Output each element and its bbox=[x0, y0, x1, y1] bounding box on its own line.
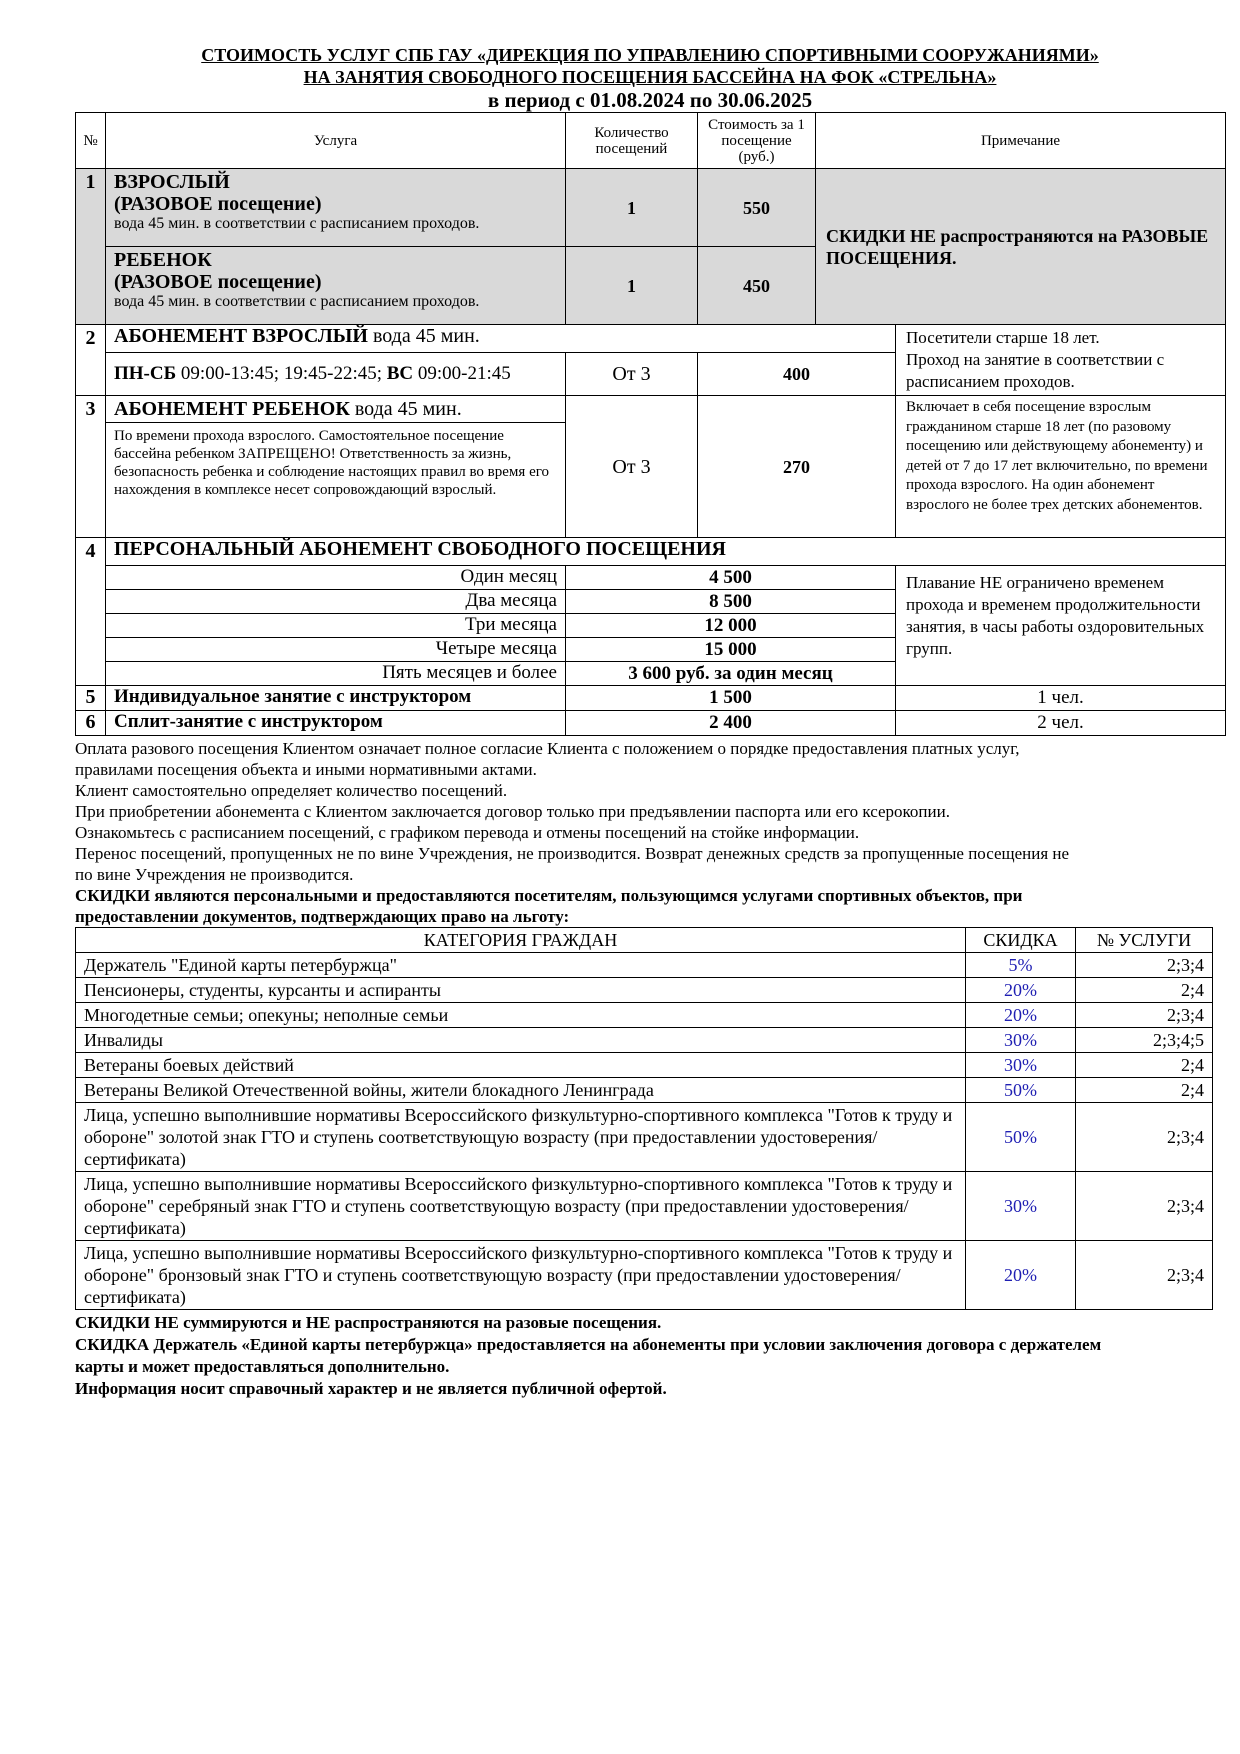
row-5-title: Индивидуальное занятие с инструктором bbox=[106, 686, 566, 711]
title-period: в период с 01.08.2024 по 30.06.2025 bbox=[487, 88, 813, 112]
discount-value: 20% bbox=[966, 1241, 1076, 1310]
discount-value: 30% bbox=[966, 1053, 1076, 1078]
discount-row bbox=[76, 1003, 1213, 1028]
final-note-3: Информация носит справочный характер и не является публичной офертой. bbox=[75, 1379, 667, 1398]
note-5: Перенос посещений, пропущенных не по вине Учреждения, не производится. Возврат денежных средств за пропущенные посещения не по вине Учреждения не производится. bbox=[75, 844, 1070, 884]
row-4-note: Плавание НЕ ограничено временем прохода и временем продолжительности занятия, в часы работы оздоровительных групп. bbox=[896, 566, 1226, 686]
final-note-2: СКИДКА Держатель «Единой карты петербуржца» предоставляется на абонементы при условии заключения договора с держателем карты и может предоставляться дополнительно. bbox=[75, 1335, 1102, 1376]
row-2-title-cell bbox=[106, 325, 896, 353]
discount-category: Лица, успешно выполнившие нормативы Всероссийского физкультурно-спортивного комплекса "Готов к труду и обороне" бронзовый знак ГТО и ступень соответствующую возрасту (при предоставлении удостоверения/сертификата) bbox=[76, 1241, 966, 1310]
discount-category: Многодетные семьи; опекуны; неполные семьи bbox=[76, 1003, 966, 1028]
row-2-title bbox=[76, 325, 1226, 353]
schedule-days-2: ВС bbox=[386, 363, 414, 385]
row-2-note bbox=[896, 325, 1226, 396]
discount-table bbox=[75, 927, 1213, 1310]
discount-row bbox=[76, 1053, 1213, 1078]
discount-category: Лица, успешно выполнившие нормативы Всероссийского физкультурно-спортивного комплекса "Готов к труду и обороне" золотой знак ГТО и ступень соответствующую возрасту (при предоставлении удостоверения/сертификата) bbox=[76, 1103, 966, 1172]
discount-services: 2;4 bbox=[1076, 1078, 1213, 1103]
row-2-title-text: АБОНЕМЕНТ ВЗРОСЛЫЙ bbox=[114, 325, 368, 347]
row-2-note-line1: Посетители старше 18 лет. bbox=[906, 328, 1100, 347]
discount-value: 20% bbox=[966, 978, 1076, 1003]
row-3-title-text: АБОНЕМЕНТ РЕБЕНОК bbox=[114, 398, 350, 420]
header-visits: Количество посещений bbox=[566, 113, 698, 169]
period-label-1: Один месяц bbox=[106, 566, 566, 590]
row-1-child-service bbox=[106, 247, 566, 325]
discount-services: 2;4 bbox=[1076, 978, 1213, 1003]
adult-subtitle: (РАЗОВОЕ посещение) bbox=[114, 193, 322, 215]
discount-value: 50% bbox=[966, 1103, 1076, 1172]
row-3-service bbox=[106, 396, 566, 538]
row-1-adult-service bbox=[106, 169, 566, 247]
discount-services: 2;3;4 bbox=[1076, 953, 1213, 978]
note-3: При приобретении абонемента с Клиентом заключается договор только при предъявлении паспорта или его ксерокопии. bbox=[75, 802, 950, 821]
period-label-3: Три месяца bbox=[106, 614, 566, 638]
discount-services: 2;3;4 bbox=[1076, 1103, 1213, 1172]
discount-services: 2;3;4 bbox=[1076, 1241, 1213, 1310]
period-price-1: 4 500 bbox=[566, 566, 896, 590]
period-price-4: 15 000 bbox=[566, 638, 896, 662]
row-5-note: 1 чел. bbox=[896, 686, 1226, 711]
header-service: Услуга bbox=[106, 113, 566, 169]
row-5-num: 5 bbox=[76, 686, 106, 711]
discount-services: 2;3;4 bbox=[1076, 1172, 1213, 1241]
discount-row bbox=[76, 978, 1213, 1003]
row-6-note: 2 чел. bbox=[896, 711, 1226, 736]
header-cost: Стоимость за 1 посещение (руб.) bbox=[698, 113, 816, 169]
period-row-1 bbox=[76, 566, 1226, 590]
discount-category: Пенсионеры, студенты, курсанты и аспиранты bbox=[76, 978, 966, 1003]
discount-value: 20% bbox=[966, 1003, 1076, 1028]
row-6 bbox=[76, 711, 1226, 736]
discount-table-header bbox=[76, 928, 1213, 953]
row-3-desc: По времени прохода взрослого. Самостоятельное посещение бассейна ребенком ЗАПРЕЩЕНО! Ответственность за жизнь, безопасность ребенка и соблюдение настоящих правил во время его нахождения в комплексе несет сопровождающий взрослый. bbox=[114, 428, 549, 498]
row-1-adult bbox=[76, 169, 1226, 247]
child-desc: вода 45 мин. в соответствии с расписанием проходов. bbox=[114, 293, 480, 310]
discount-row bbox=[76, 1078, 1213, 1103]
row-1-num: 1 bbox=[76, 169, 106, 325]
row-2-schedule-cell bbox=[106, 353, 566, 396]
discount-category: Держатель "Единой карты петербуржца" bbox=[76, 953, 966, 978]
schedule-times-2: 09:00-21:45 bbox=[413, 363, 511, 385]
child-price: 450 bbox=[698, 247, 816, 325]
discount-category: Инвалиды bbox=[76, 1028, 966, 1053]
period-label-4: Четыре месяца bbox=[106, 638, 566, 662]
adult-desc: вода 45 мин. в соответствии с расписанием проходов. bbox=[114, 215, 480, 232]
row-5-price: 1 500 bbox=[566, 686, 896, 711]
row-5 bbox=[76, 686, 1226, 711]
header-note: Примечание bbox=[816, 113, 1226, 169]
header-services: № УСЛУГИ bbox=[1076, 928, 1213, 953]
price-table bbox=[75, 112, 1226, 736]
row-3-title-cell bbox=[106, 396, 565, 423]
period-price-2: 8 500 bbox=[566, 590, 896, 614]
discount-intro: СКИДКИ являются персональными и предоставляются посетителям, пользующимся услугами спортивных объектов, при предоставлении документов, подтверждающих право на льготу: bbox=[75, 886, 1023, 926]
period-label-5: Пять месяцев и более bbox=[106, 662, 566, 686]
title-line-2: НА ЗАНЯТИЯ СВОБОДНОГО ПОСЕЩЕНИЯ БАССЕЙНА НА ФОК «СТРЕЛЬНА» bbox=[303, 67, 997, 87]
discount-row bbox=[76, 1172, 1213, 1241]
period-price-5: 3 600 руб. за один месяц bbox=[566, 662, 896, 686]
row-3-note: Включает в себя посещение взрослым гражданином старше 18 лет (по разовому посещению или действующему абонементу) и детей от 7 до 17 лет включительно, по времени прохода взрослого. На один абонемент взрослого не более трех детских абонементов. bbox=[896, 396, 1226, 538]
row-2-num: 2 bbox=[76, 325, 106, 396]
document-page bbox=[75, 44, 1225, 1400]
discount-value: 5% bbox=[966, 953, 1076, 978]
adult-title: ВЗРОСЛЫЙ bbox=[114, 171, 230, 193]
row-3-price: 270 bbox=[698, 396, 896, 538]
row-4-title bbox=[76, 538, 1226, 566]
period-price-3: 12 000 bbox=[566, 614, 896, 638]
header-category: КАТЕГОРИЯ ГРАЖДАН bbox=[76, 928, 966, 953]
discount-row bbox=[76, 1028, 1213, 1053]
note-4: Ознакомьтесь с расписанием посещений, с графиком перевода и отмены посещений на стойке информации. bbox=[75, 823, 860, 842]
row-3 bbox=[76, 396, 1226, 538]
adult-price: 550 bbox=[698, 169, 816, 247]
final-notes bbox=[75, 1312, 1135, 1400]
row-3-num: 3 bbox=[76, 396, 106, 538]
row-6-num: 6 bbox=[76, 711, 106, 736]
period-label-2: Два месяца bbox=[106, 590, 566, 614]
child-subtitle: (РАЗОВОЕ посещение) bbox=[114, 271, 322, 293]
child-title: РЕБЕНОК bbox=[114, 249, 212, 271]
discount-services: 2;3;4;5 bbox=[1076, 1028, 1213, 1053]
title-line-1: СТОИМОСТЬ УСЛУГ СПБ ГАУ «ДИРЕКЦИЯ ПО УПРАВЛЕНИЮ СПОРТИВНЫМИ СООРУЖАНИЯМИ» bbox=[201, 45, 1099, 65]
discount-value: 50% bbox=[966, 1078, 1076, 1103]
row-2-price: 400 bbox=[698, 353, 896, 396]
row-6-title: Сплит-занятие с инструктором bbox=[106, 711, 566, 736]
header-num: № bbox=[76, 113, 106, 169]
final-note-1: СКИДКИ НЕ суммируются и НЕ распространяются на разовые посещения. bbox=[75, 1313, 662, 1332]
discount-value: 30% bbox=[966, 1172, 1076, 1241]
row-2-visits: От 3 bbox=[566, 353, 698, 396]
row-2-note-line2: Проход на занятие в соответствии с расписанием проходов. bbox=[906, 350, 1165, 391]
discount-category: Лица, успешно выполнившие нормативы Всероссийского физкультурно-спортивного комплекса "Готов к труду и обороне" серебряный знак ГТО и ступень соответствующую возрасту (при предоставлении удостоверения/сертификата) bbox=[76, 1172, 966, 1241]
adult-visits: 1 bbox=[566, 169, 698, 247]
child-visits: 1 bbox=[566, 247, 698, 325]
discount-row bbox=[76, 953, 1213, 978]
row-4-num: 4 bbox=[76, 538, 106, 686]
schedule-days-1: ПН-СБ bbox=[114, 363, 177, 385]
row-4-title-text: ПЕРСОНАЛЬНЫЙ АБОНЕМЕНТ СВОБОДНОГО ПОСЕЩЕНИЯ bbox=[106, 538, 1226, 566]
discount-services: 2;4 bbox=[1076, 1053, 1213, 1078]
notes-section bbox=[75, 738, 1085, 927]
note-1: Оплата разового посещения Клиентом означает полное согласие Клиента с положением о порядке предоставления платных услуг, правилами посещения объекта и иными нормативными актами. bbox=[75, 739, 1020, 779]
price-table-header bbox=[76, 113, 1226, 169]
row-2-title-suffix: вода 45 мин. bbox=[367, 325, 480, 347]
discount-category: Ветераны Великой Отечественной войны, жители блокадного Ленинграда bbox=[76, 1078, 966, 1103]
discount-value: 30% bbox=[966, 1028, 1076, 1053]
document-title bbox=[75, 44, 1225, 112]
discount-services: 2;3;4 bbox=[1076, 1003, 1213, 1028]
schedule-times-1: 09:00-13:45; 19:45-22:45; bbox=[176, 363, 387, 385]
row-3-visits: От 3 bbox=[566, 396, 698, 538]
discount-row bbox=[76, 1241, 1213, 1310]
discount-row bbox=[76, 1103, 1213, 1172]
row-6-price: 2 400 bbox=[566, 711, 896, 736]
row-3-title-suffix: вода 45 мин. bbox=[349, 398, 462, 420]
discount-category: Ветераны боевых действий bbox=[76, 1053, 966, 1078]
header-discount: СКИДКА bbox=[966, 928, 1076, 953]
row-1-note: СКИДКИ НЕ распространяются на РАЗОВЫЕ ПОСЕЩЕНИЯ. bbox=[816, 169, 1226, 325]
note-2: Клиент самостоятельно определяет количество посещений. bbox=[75, 781, 508, 800]
